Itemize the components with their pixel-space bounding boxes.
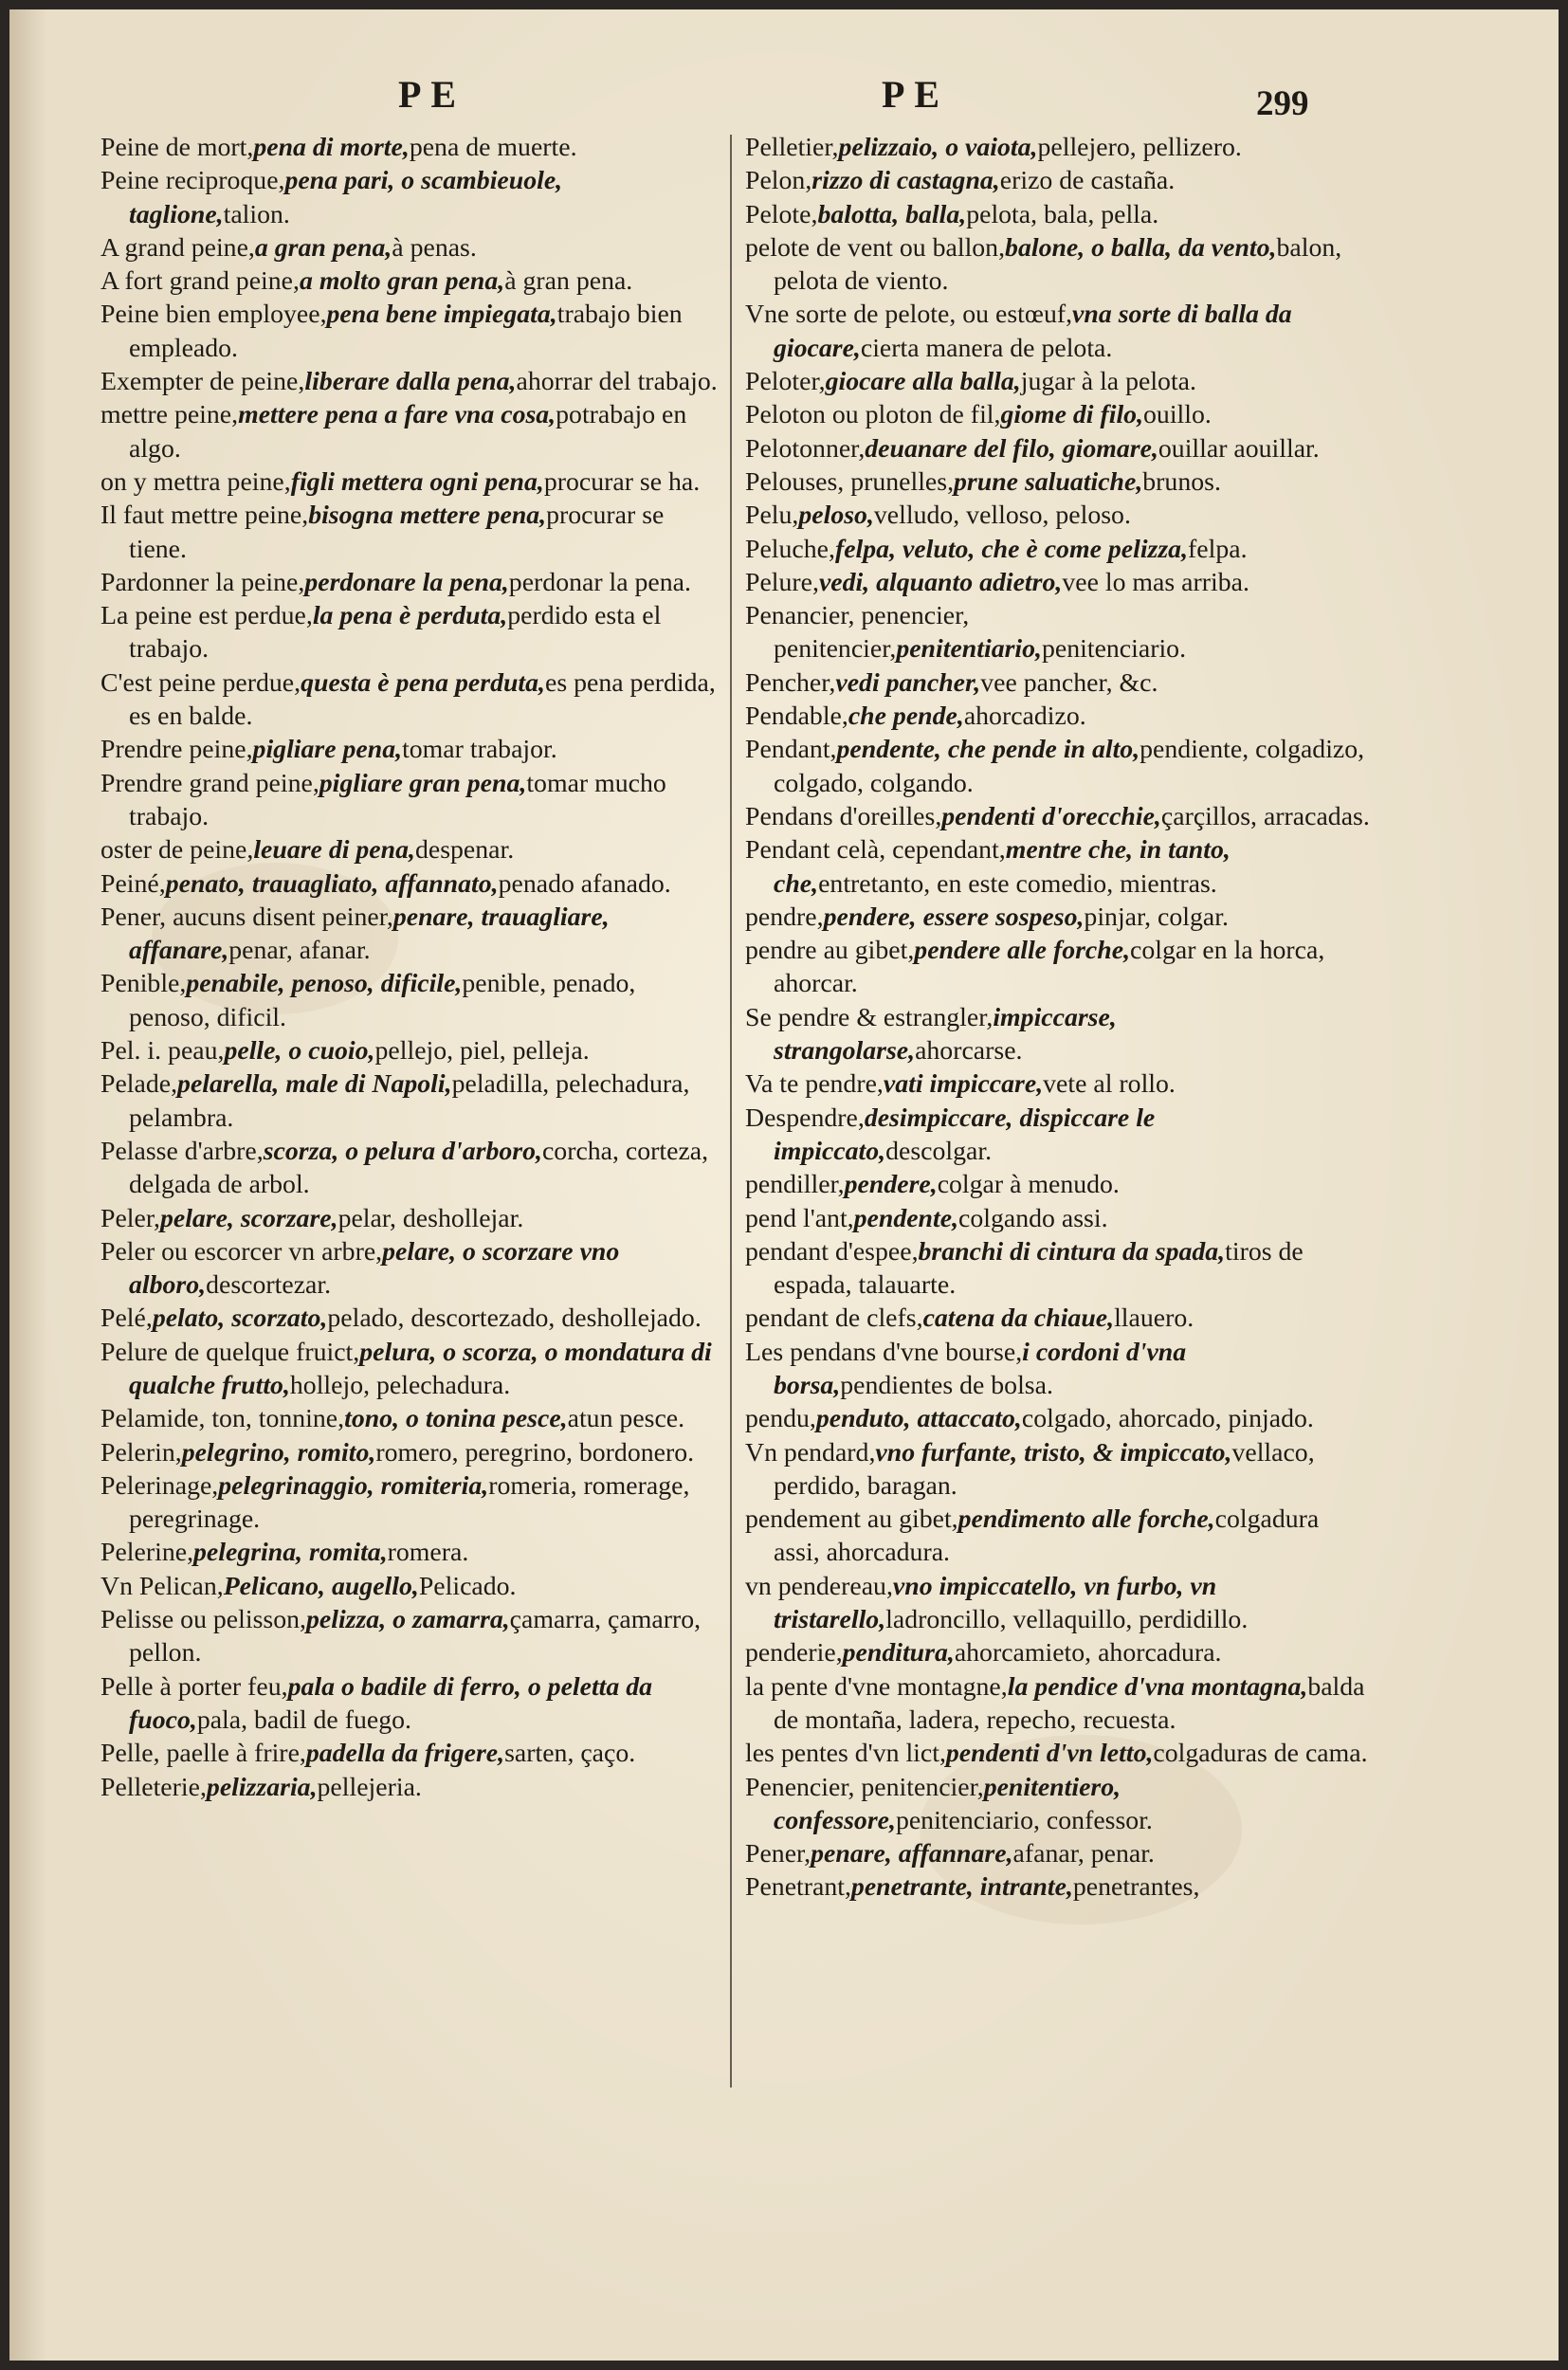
entry-spanish: colgando assi. [958,1203,1108,1233]
entry-spanish: pellejeria. [317,1772,422,1802]
entry-italian: pelato, scorzato, [152,1304,328,1334]
entry-french: Pelamide, ton, tonnine, [100,1404,345,1434]
entry-italian: penabile, penoso, dificile, [186,969,463,999]
entry-spanish: romera. [387,1538,469,1568]
dictionary-entry [100,298,721,365]
entry-french: Pelouses, prunelles, [745,466,955,497]
entry-italian: vedi, alquanto adietro, [818,567,1063,597]
dictionary-entry [745,1670,1371,1738]
entry-french: Pelote, [745,199,818,229]
entry-spanish: penetrantes, [1072,1872,1200,1903]
entry-french: Pelleterie, [100,1772,207,1802]
entry-spanish: descortezar. [206,1270,332,1301]
entry-italian: impiccarse, strangolarse, [774,1002,1117,1066]
entry-french: Exempter de peine, [100,367,305,397]
entry-italian: tono, o tonina pesce, [344,1404,568,1434]
entry-italian: bisogna mettere pena, [308,501,547,531]
entry-french: Pelerine, [100,1538,194,1568]
entry-spanish: balda de montaña, ladera, repecho, recuesta. [774,1671,1365,1735]
dictionary-entry [745,1570,1371,1637]
dictionary-entry [745,1870,1371,1904]
entry-spanish: tiros de espada, talauarte. [774,1236,1304,1301]
entry-italian: pendenti d'orecchie, [941,801,1161,831]
dictionary-entry [745,1402,1371,1435]
entry-spanish: peladilla, pelechadura, pelambra. [129,1069,690,1133]
dictionary-entry [745,198,1371,231]
dictionary-entry [100,1034,721,1067]
entry-spanish: descolgar. [885,1136,993,1166]
dictionary-entry [745,1168,1371,1201]
entry-spanish: colgar en la horca, ahorcar. [774,936,1325,999]
entry-italian: pena di morte, [253,133,410,162]
entry-french: Pelle à porter feu, [100,1671,288,1702]
left-column [100,131,721,1804]
dictionary-entry [100,1670,721,1738]
entry-french: Peler, [100,1203,160,1233]
entry-italian: pendere alle forche, [914,936,1131,966]
dictionary-entry [100,1135,721,1202]
entry-french: oster de peine, [100,835,254,866]
entry-french: Vn pendard, [745,1437,876,1468]
running-header-right: PE [882,73,950,116]
entry-french: Peler ou escorcer vn arbre, [100,1236,383,1267]
entry-italian: pena bene impiegata, [326,300,557,330]
entry-spanish: pellejo, piel, pelleja. [374,1036,590,1066]
dictionary-entry [100,833,721,866]
entry-italian: penditura, [842,1638,955,1668]
entry-french: Pelletier, [745,133,839,162]
entry-spanish: afanar, penar. [1012,1839,1155,1869]
entry-italian: giome di filo, [1000,400,1144,430]
dictionary-entry [100,499,721,566]
entry-spanish: ahorrar del trabajo. [516,367,718,397]
entry-italian: pelle, o cuoio, [224,1036,375,1066]
entry-spanish: potrabajo en algo. [129,400,687,464]
entry-french: Pener, [745,1839,811,1869]
entry-spanish: ouillar aouillar. [1158,433,1320,464]
entry-italian: rizzo di castagna, [811,166,1000,196]
dictionary-entry [100,599,721,666]
entry-french: Pener, aucuns disent peiner, [100,902,393,932]
dictionary-entry [100,1536,721,1569]
entry-italian: perdonare la pena, [304,567,509,597]
entry-french: Peine de mort, [100,133,254,162]
dictionary-entry [745,733,1371,800]
entry-italian: vna sorte di balla da giocare, [774,300,1292,363]
dictionary-entry [100,1067,721,1135]
entry-french: Pel. i. peau, [100,1036,225,1066]
entry-french: Peloter, [745,367,826,397]
entry-italian: penduto, attaccato, [815,1404,1022,1434]
dictionary-entry [100,1402,721,1435]
dictionary-entry [100,1235,721,1303]
entry-french: C'est peine perdue, [100,667,301,698]
dictionary-entry [745,1336,1371,1403]
entry-french: pendre au gibet, [745,936,915,966]
entry-french: Pelon, [745,166,812,196]
dictionary-entry [100,901,721,968]
entry-spanish: ahorcamieto, ahorcadura. [954,1638,1222,1668]
dictionary-entry [100,1302,721,1335]
entry-italian: penare, trauagliare, affanare, [129,902,610,966]
entry-spanish: pellejero, pellizero. [1037,133,1242,162]
entry-spanish: pendiente, colgadizo, colgado, colgando. [774,735,1365,798]
entry-spanish: pelar, deshollejar. [337,1203,524,1233]
entry-spanish: perdido esta el trabajo. [129,601,662,665]
entry-italian: pendere, [844,1170,938,1200]
entry-french: Pelle, paelle à frire, [100,1739,306,1769]
dictionary-entry [100,465,721,499]
entry-french: Penible, [100,969,187,999]
entry-french: pelote de vent ou ballon, [745,232,1006,263]
entry-french: Les pendans d'vne bourse, [745,1337,1023,1367]
dictionary-entry [100,264,721,298]
entry-spanish: vee pancher, &c. [980,667,1158,698]
dictionary-entry [100,131,721,164]
dictionary-entry [745,298,1371,365]
entry-italian: pelegrino, romito, [181,1437,376,1468]
entry-french: Penetrant, [745,1872,851,1903]
entry-italian: pendimento alle forche, [957,1504,1215,1535]
entry-spanish: atun pesce. [567,1404,685,1434]
entry-french: vn pendereau, [745,1571,893,1601]
entry-italian: scorza, o pelura d'arboro, [263,1136,542,1166]
entry-french: penderie, [745,1638,843,1668]
entry-spanish: pala, badil de fuego. [196,1705,411,1735]
entry-spanish: colgar à menudo. [937,1170,1120,1200]
dictionary-entry [745,131,1371,164]
entry-spanish: çamarra, çamarro, pellon. [129,1605,702,1668]
entry-italian: pelare, o scorzare vno alboro, [129,1236,620,1301]
entry-spanish: felpa. [1188,534,1248,564]
dictionary-entry [100,1202,721,1235]
entry-french: la pente d'vne montagne, [745,1671,1008,1702]
entry-spanish: pendientes de bolsa. [840,1370,1053,1400]
entry-spanish: Pelicado. [418,1571,517,1601]
entry-spanish: penar, afanar. [228,936,371,966]
entry-french: Pelasse d'arbre, [100,1136,264,1166]
entry-italian: giocare alla balla, [825,367,1021,397]
entry-spanish: brunos. [1142,466,1221,497]
entry-french: Peiné, [100,868,166,899]
page-number: 299 [1256,84,1309,123]
entry-italian: liberare dalla pena, [304,367,517,397]
entry-italian: balotta, balla, [817,199,967,229]
entry-spanish: talion. [223,199,290,229]
dictionary-entry [745,934,1371,1001]
entry-italian: pala o badile di ferro, o peletta da fuoco, [129,1671,653,1735]
entry-spanish: colgado, ahorcado, pinjado. [1021,1404,1314,1434]
entry-french: Pendans d'oreilles, [745,801,942,831]
entry-spanish: procurar se tiene. [129,501,665,564]
dictionary-entry [745,1302,1371,1335]
entry-italian: desimpiccare, dispiccare le impiccato, [774,1103,1156,1166]
entry-french: Pelade, [100,1069,178,1100]
dictionary-entry [100,867,721,901]
entry-italian: vno furfante, tristo, & impiccato, [875,1437,1232,1468]
entry-french: La peine est perdue, [100,601,313,631]
dictionary-entry [745,1771,1371,1838]
entry-spanish: jugar à la pelota. [1020,367,1196,397]
entry-spanish: pelado, descortezado, deshollejado. [327,1304,702,1334]
entry-french: Pelu, [745,501,799,531]
entry-italian: pena pari, o scambieuole, taglione, [129,166,563,229]
entry-french: Pelé, [100,1304,153,1334]
entry-french: Pelotonner, [745,433,866,464]
dictionary-entry [100,566,721,599]
entry-italian: i cordoni d'vna borsa, [774,1337,1187,1400]
entry-italian: penare, affannare, [811,1839,1013,1869]
entry-italian: questa è pena perduta, [301,667,546,698]
entry-spanish: perdonar la pena. [508,567,691,597]
entry-spanish: colgadura assi, ahorcadura. [774,1504,1320,1568]
dictionary-entry [745,1737,1371,1770]
entry-spanish: à penas. [392,232,477,263]
entry-french: Va te pendre, [745,1069,884,1100]
entry-italian: mettere pena a fare vna cosa, [238,400,556,430]
dictionary-entry [100,164,721,231]
entry-italian: a molto gran pena, [299,266,505,297]
entry-french: Penencier, penitencier, [745,1772,984,1802]
entry-italian: prune saluatiche, [954,466,1143,497]
entry-spanish: velludo, velloso, peloso. [873,501,1131,531]
dictionary-entry [100,1336,721,1403]
entry-french: Il faut mettre peine, [100,501,309,531]
entry-spanish: corcha, corteza, delgada de arbol. [129,1136,709,1200]
dictionary-entry [100,365,721,398]
entry-spanish: colgaduras de cama. [1153,1739,1368,1769]
entry-italian: pigliare pena, [252,735,403,765]
entry-spanish: hollejo, pelechadura. [289,1370,511,1400]
dictionary-entry [745,1001,1371,1068]
entry-spanish: ladroncillo, vellaquillo, perdidillo. [885,1605,1249,1635]
entry-italian: pelizza, o zamarra, [305,1605,510,1635]
entry-french: A grand peine, [100,232,255,263]
dictionary-entry [745,566,1371,599]
dictionary-entry [745,1837,1371,1870]
entry-spanish: llauero. [1114,1304,1194,1334]
entry-spanish: ahorcadizo. [963,702,1086,732]
entry-spanish: trabajo bien empleado. [129,300,683,363]
dictionary-entry [745,1102,1371,1169]
running-header-left: PE [398,73,466,116]
entry-italian: penitentiario, [896,634,1042,665]
dictionary-entry [745,365,1371,398]
entry-italian: Pelicano, augello, [223,1571,419,1601]
dictionary-entry [745,700,1371,733]
dictionary-entry [745,164,1371,197]
entry-italian: peloso, [798,501,874,531]
entry-italian: penato, trauagliato, affannato, [165,868,499,899]
right-column [745,131,1371,1905]
entry-spanish: vee lo mas arriba. [1062,567,1249,597]
entry-french: Peluche, [745,534,835,564]
entry-french: Pelure de quelque fruict, [100,1337,360,1367]
entry-french: pendant d'espee, [745,1236,919,1267]
entry-italian: pelare, scorzare, [159,1203,338,1233]
entry-italian: la pendice d'vna montagna, [1007,1671,1308,1702]
entry-french: Se pendre & estrangler, [745,1002,994,1032]
entry-spanish: procurar se ha. [543,466,701,497]
entry-spanish: es pena perdida, es en balde. [129,667,716,732]
entry-spanish: tomar mucho trabajo. [129,768,666,831]
entry-spanish: romero, peregrino, bordonero. [375,1437,695,1468]
entry-french: pendant de clefs, [745,1304,923,1334]
entry-spanish: penado afanado. [498,868,671,899]
entry-spanish: balon, pelota de viento. [774,232,1342,297]
entry-french: les pentes d'vn lict, [745,1739,946,1769]
entry-spanish: ouillo. [1143,400,1212,430]
entry-french: Pencher, [745,667,836,698]
entry-spanish: penitenciario. [1041,634,1187,665]
entry-french: Pelerin, [100,1437,182,1468]
entry-french: pendu, [745,1404,816,1434]
entry-italian: padella da frigere, [305,1739,505,1769]
entry-italian: pendente, che pende in alto, [836,735,1140,765]
entry-spanish: ahorcarse. [915,1036,1023,1066]
dictionary-entry [745,533,1371,566]
dictionary-entry [745,800,1371,833]
dictionary-entry [745,901,1371,934]
entry-italian: pendere, essere sospeso, [823,902,1085,932]
entry-french: Pendable, [745,702,848,732]
entry-french: on y mettra peine, [100,466,291,497]
dictionary-entry [745,666,1371,700]
dictionary-entry [745,1067,1371,1101]
entry-italian: vno impiccatello, vn furbo, vn tristarello, [774,1571,1217,1635]
entry-italian: mentre che, in tanto, che, [774,835,1231,899]
dictionary-entry [100,666,721,734]
dictionary-entry [100,1436,721,1469]
entry-french: mettre peine, [100,400,239,430]
dictionary-entry [745,1503,1371,1570]
entry-french: Despendre, [745,1103,865,1133]
dictionary-entry [745,599,1371,666]
entry-french: Vn Pelican, [100,1571,224,1601]
entry-italian: pendenti d'vn letto, [945,1739,1154,1769]
entry-french: Vne sorte de pelote, ou estœuf, [745,300,1073,330]
entry-italian: penetrante, intrante, [850,1872,1073,1903]
entry-italian: vedi pancher, [835,667,981,698]
entry-french: Pardonner la peine, [100,567,305,597]
entry-french: Pelisse ou pelisson, [100,1605,306,1635]
entry-french: pendement au gibet, [745,1504,958,1535]
entry-italian: pelura, o scorza, o mondatura di qualche frutto, [129,1337,712,1400]
dictionary-entry [745,432,1371,465]
entry-italian: pelarella, male di Napoli, [177,1069,452,1100]
entry-spanish: despenar. [414,835,515,866]
entry-spanish: erizo de castaña. [999,166,1176,196]
entry-french: pend l'ant, [745,1203,854,1233]
dictionary-entry [745,1436,1371,1504]
dictionary-page [9,9,1559,2361]
entry-italian: pelegrina, romita, [193,1538,388,1568]
entry-italian: catena da chiaue, [922,1304,1115,1334]
dictionary-entry [100,1570,721,1603]
entry-spanish: çarçillos, arracadas. [1160,801,1370,831]
dictionary-entry [100,398,721,465]
entry-italian: a gran pena, [254,232,392,263]
entry-italian: pelegrinaggio, romiteria, [218,1470,489,1501]
entry-spanish: romeria, romerage, peregrinage. [129,1470,690,1535]
dictionary-entry [100,1603,721,1670]
entry-french: Prendre grand peine, [100,768,319,798]
dictionary-entry [100,767,721,834]
dictionary-entry [100,733,721,766]
entry-italian: vati impiccare, [883,1069,1044,1100]
entry-spanish: penitenciario, confessor. [895,1805,1153,1835]
column-divider [730,135,732,2087]
entry-spanish: sarten, çaço. [504,1739,636,1769]
dictionary-entry [745,1636,1371,1669]
entry-spanish: penible, penado, penoso, dificil. [129,969,636,1032]
dictionary-entry [100,231,721,264]
dictionary-entry [100,1771,721,1804]
entry-spanish: cierta manera de pelota. [860,333,1113,363]
entry-spanish: tomar trabajor. [402,735,557,765]
entry-spanish: vellaco, perdido, baragan. [774,1437,1315,1501]
entry-spanish: pena de muerte. [409,133,577,162]
entry-italian: pendente, [853,1203,959,1233]
entry-french: Pelure, [745,567,819,597]
dictionary-entry [745,398,1371,431]
dictionary-entry [745,231,1371,299]
entry-italian: la pena è perduta, [312,601,508,631]
entry-french: Pendant, [745,735,837,765]
dictionary-entry [100,1737,721,1770]
entry-french: pendiller, [745,1170,845,1200]
entry-italian: pigliare gran pena, [319,768,527,798]
entry-french: Prendre peine, [100,735,253,765]
dictionary-entry [745,465,1371,499]
entry-french: Peine bien employee, [100,300,327,330]
entry-spanish: à gran pena. [504,266,633,297]
entry-french: Penancier, penencier, penitencier, [745,601,970,665]
entry-french: Peine reciproque, [100,166,285,196]
entry-italian: branchi di cintura da spada, [918,1236,1226,1267]
entry-spanish: pinjar, colgar. [1084,902,1229,932]
entry-italian: pelizzaria, [206,1772,318,1802]
entry-spanish: entretanto, en este comedio, mientras. [818,868,1217,899]
entry-italian: leuare di pena, [253,835,415,866]
entry-spanish: pelota, bala, pella. [966,199,1159,229]
entry-french: Pendant celà, cependant, [745,835,1006,866]
dictionary-entry [100,967,721,1034]
entry-italian: che pende, [848,702,964,732]
entry-italian: figli mettera ogni pena, [290,466,544,497]
entry-italian: deuanare del filo, giomare, [865,433,1158,464]
dictionary-entry [100,1469,721,1537]
dictionary-entry [745,499,1371,532]
entry-italian: felpa, veluto, che è come pelizza, [834,534,1189,564]
entry-french: A fort grand peine, [100,266,300,297]
entry-french: pendre, [745,902,824,932]
entry-italian: pelizzaio, o vaiota, [838,133,1038,162]
entry-italian: penitentiero, confessore, [774,1772,1121,1835]
entry-spanish: vete al rollo. [1043,1069,1176,1100]
dictionary-entry [745,1202,1371,1235]
entry-french: Peloton ou ploton de fil, [745,400,1001,430]
dictionary-entry [745,833,1371,901]
dictionary-entry [745,1235,1371,1303]
entry-french: Pelerinage, [100,1470,219,1501]
entry-italian: balone, o balla, da vento, [1005,232,1277,263]
